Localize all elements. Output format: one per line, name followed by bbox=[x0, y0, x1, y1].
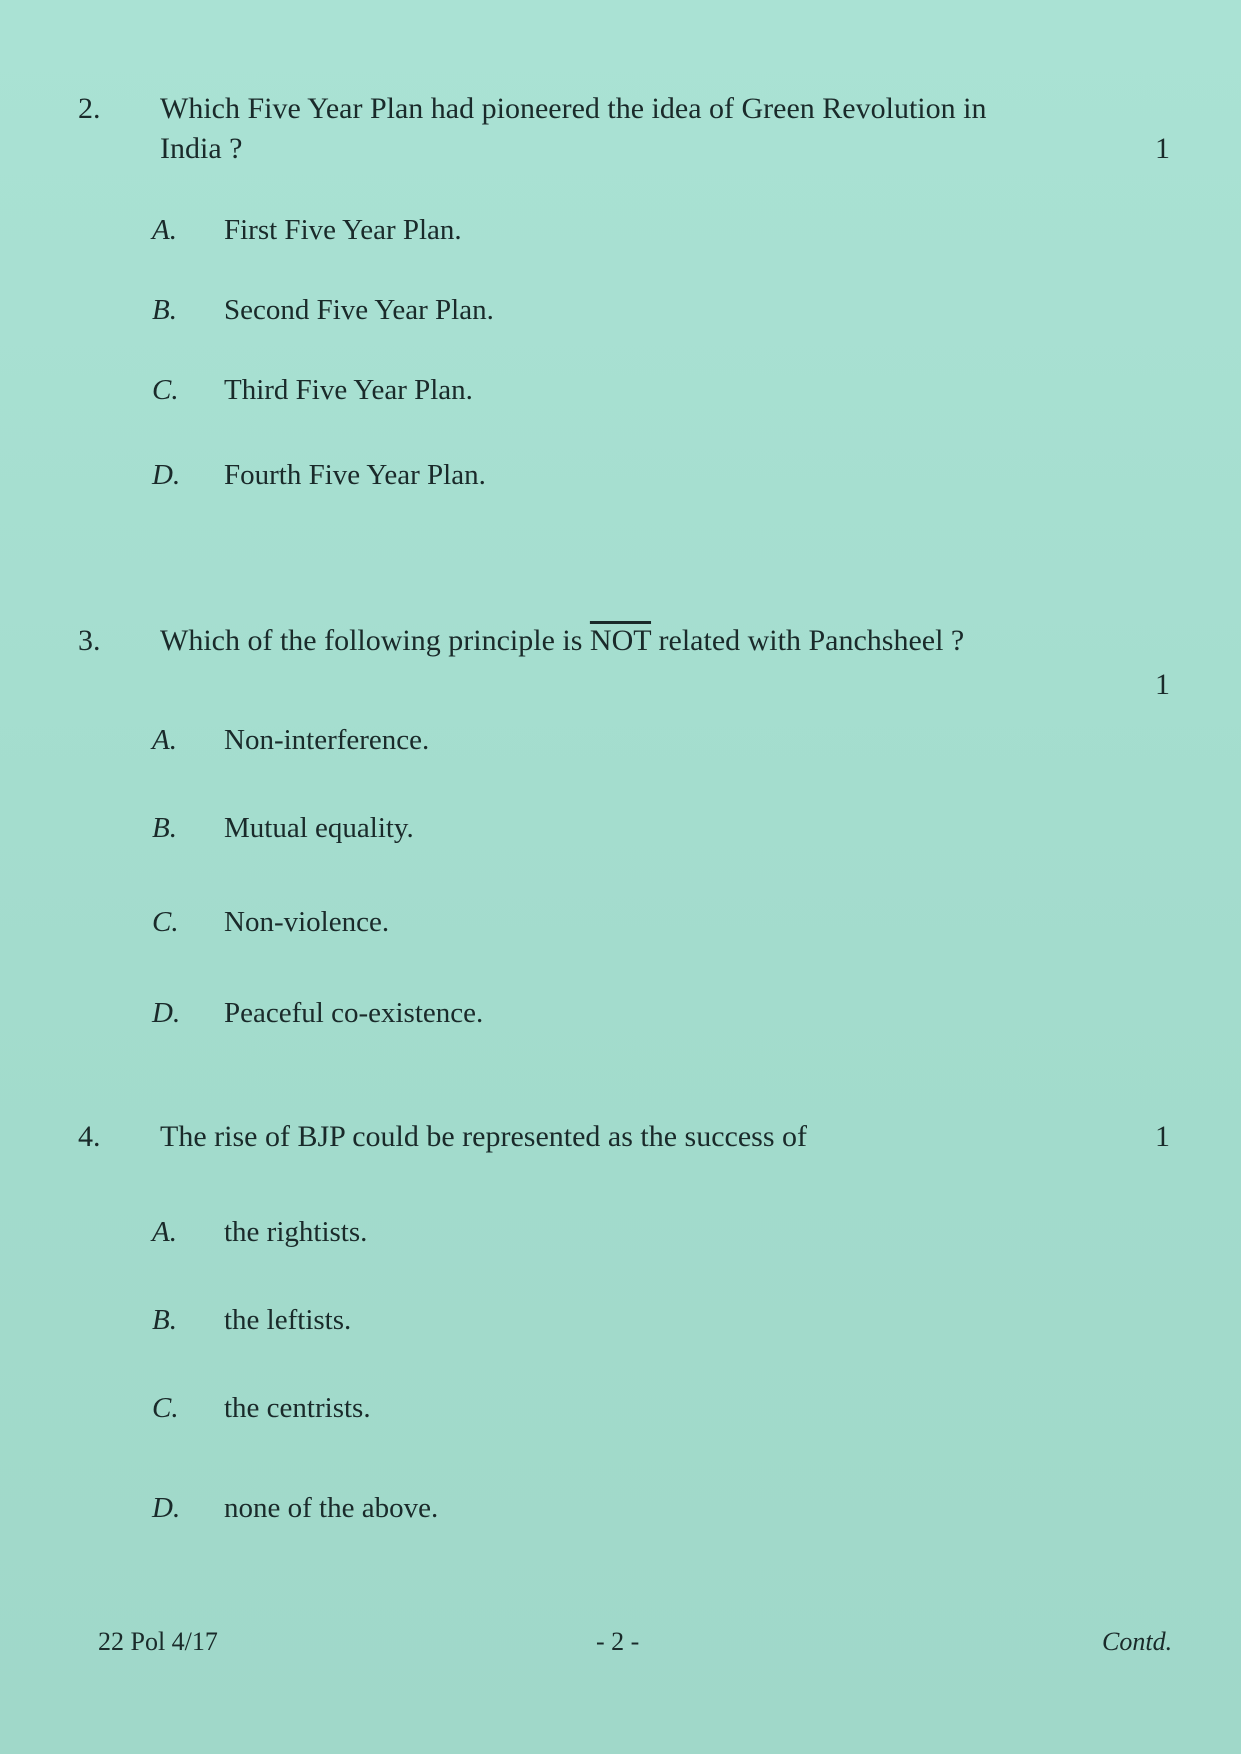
option-2b bbox=[152, 290, 494, 330]
question-text: Which Five Year Plan had pioneered the idea of Green Revolution in bbox=[160, 92, 987, 125]
marks: 1 bbox=[1155, 132, 1170, 165]
continued-label: Contd. bbox=[1102, 1627, 1173, 1656]
option-text: Non-interference. bbox=[224, 724, 430, 756]
option-letter: C. bbox=[152, 1392, 179, 1424]
option-text: Second Five Year Plan. bbox=[224, 294, 494, 326]
paper-code: 22 Pol 4/17 bbox=[98, 1627, 218, 1656]
option-text: Fourth Five Year Plan. bbox=[224, 459, 486, 491]
option-text: Peaceful co-existence. bbox=[224, 997, 484, 1029]
option-4c bbox=[152, 1388, 371, 1428]
option-2a bbox=[152, 210, 462, 250]
option-letter: D. bbox=[152, 1492, 181, 1524]
option-3a bbox=[152, 720, 429, 760]
question-text-part: related with Panchsheel ? bbox=[651, 624, 965, 657]
question-text: The rise of BJP could be represented as the success of bbox=[160, 1120, 808, 1153]
emphasis-not: $\overline{NOT}$ bbox=[589, 624, 652, 657]
option-letter: A. bbox=[152, 214, 177, 246]
option-4b bbox=[152, 1300, 351, 1340]
question-text-part: Which of the following principle is bbox=[160, 624, 590, 657]
option-letter: B. bbox=[152, 1304, 177, 1336]
question-number: 2. bbox=[78, 92, 101, 125]
option-3c bbox=[152, 902, 389, 942]
option-letter: A. bbox=[152, 724, 177, 756]
option-text: the centrists. bbox=[224, 1392, 371, 1424]
page-number: - 2 - bbox=[596, 1627, 640, 1656]
option-text: Non-violence. bbox=[224, 906, 390, 938]
question-number: 3. bbox=[78, 624, 101, 657]
option-2c bbox=[152, 370, 473, 410]
option-letter: B. bbox=[152, 812, 177, 844]
option-3b bbox=[152, 808, 414, 848]
marks: 1 bbox=[1155, 1120, 1170, 1153]
option-3d bbox=[152, 993, 483, 1033]
option-letter: D. bbox=[152, 459, 181, 491]
option-letter: C. bbox=[152, 374, 179, 406]
option-text: Third Five Year Plan. bbox=[224, 374, 473, 406]
option-text: Mutual equality. bbox=[224, 812, 414, 844]
option-2d bbox=[152, 455, 486, 495]
option-text: the rightists. bbox=[224, 1216, 368, 1248]
option-letter: C. bbox=[152, 906, 179, 938]
option-text: First Five Year Plan. bbox=[224, 214, 462, 246]
option-letter: A. bbox=[152, 1216, 177, 1248]
option-4a bbox=[152, 1212, 367, 1252]
question-number: 4. bbox=[78, 1120, 101, 1153]
marks: 1 bbox=[1155, 668, 1170, 701]
option-4d bbox=[152, 1488, 438, 1528]
question-text-continued: India ? bbox=[160, 132, 243, 165]
option-letter: D. bbox=[152, 997, 181, 1029]
option-text: the leftists. bbox=[224, 1304, 352, 1336]
question-text bbox=[160, 616, 1160, 666]
option-text: none of the above. bbox=[224, 1492, 439, 1524]
option-letter: B. bbox=[152, 294, 177, 326]
